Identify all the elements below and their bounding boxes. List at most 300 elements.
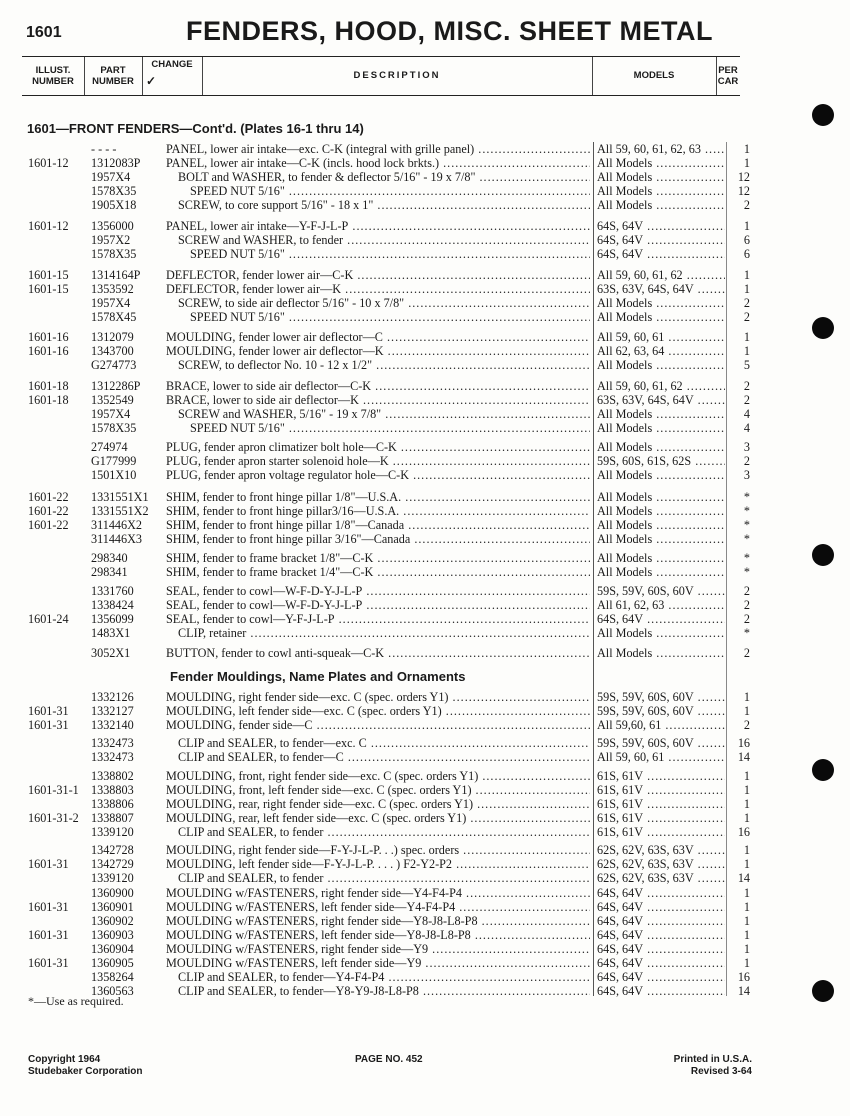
part-number: 1331551X1	[91, 490, 149, 504]
part-description: MOULDING, fender lower air deflector—C .....	[166, 330, 590, 344]
part-number: 1312079	[91, 330, 134, 344]
models-cell: All Models .....	[597, 310, 725, 324]
table-row	[0, 871, 850, 885]
part-description: PLUG, fender apron climatizer bolt hole—C-K .....	[166, 440, 590, 454]
table-row	[0, 310, 850, 324]
table-row	[0, 170, 850, 184]
per-car-qty: 2	[743, 598, 750, 612]
table-row	[0, 490, 850, 504]
part-description: MOULDING, fender lower air deflector—K .....	[166, 344, 590, 358]
table-row	[0, 843, 850, 857]
part-description: SHIM, fender to front hinge pillar 1/8"—Canada .....	[166, 518, 590, 532]
models-cell: 64S, 64V .....	[597, 886, 725, 900]
part-description: MOULDING w/FASTENERS, left fender side—Y4-F4-P4 .....	[166, 900, 590, 914]
part-number: 1957X2	[91, 233, 131, 247]
per-car-qty: 4	[743, 407, 750, 421]
illust-number: 1601-16	[28, 330, 69, 344]
part-description: PANEL, lower air intake—C-K (incls. hood lock brkts.) .....	[166, 156, 590, 170]
table-row	[0, 532, 850, 546]
part-number: 3052X1	[91, 646, 131, 660]
models-cell: 62S, 62V, 63S, 63V .....	[597, 857, 725, 871]
part-number: 1332473	[91, 750, 134, 764]
part-number: 1356000	[91, 219, 134, 233]
per-car-qty: 1	[743, 857, 750, 871]
part-number: 1356099	[91, 612, 134, 626]
models-cell: All Models .....	[597, 626, 725, 640]
table-row	[0, 282, 850, 296]
per-car-qty: 6	[743, 247, 750, 261]
models-cell: 59S, 59V, 60S, 60V .....	[597, 690, 725, 704]
part-number: 1332473	[91, 736, 134, 750]
table-row	[0, 219, 850, 233]
part-description: SPEED NUT 5/16" .....	[190, 421, 590, 435]
illust-number: 1601-31	[28, 900, 69, 914]
part-number: 1338802	[91, 769, 134, 783]
part-description: MOULDING w/FASTENERS, right fender side—Y4-F4-P4 .....	[166, 886, 590, 900]
per-car-qty: 2	[743, 198, 750, 212]
table-row	[0, 584, 850, 598]
table-row	[0, 344, 850, 358]
per-car-qty: 2	[743, 379, 750, 393]
part-description: SPEED NUT 5/16" .....	[190, 310, 590, 324]
part-description: SHIM, fender to front hinge pillar 1/8"—U.S.A. .....	[166, 490, 590, 504]
per-car-qty: 1	[743, 843, 750, 857]
per-car-qty: 4	[743, 421, 750, 435]
copyright: Copyright 1964 Studebaker Corporation	[28, 1054, 143, 1077]
part-description: SPEED NUT 5/16" .....	[190, 184, 590, 198]
table-row	[0, 886, 850, 900]
part-number: 1314164P	[91, 268, 141, 282]
part-number: 311446X3	[91, 532, 143, 546]
table-row	[0, 718, 850, 732]
part-number: 298340	[91, 551, 128, 565]
table-row	[0, 393, 850, 407]
part-number: G177999	[91, 454, 137, 468]
part-number: 1957X4	[91, 296, 131, 310]
part-number: 1312286P	[91, 379, 141, 393]
table-row	[0, 797, 850, 811]
models-cell: All Models .....	[597, 646, 725, 660]
table-row	[0, 857, 850, 871]
part-number: 1360563	[91, 984, 134, 998]
models-cell: 64S, 64V .....	[597, 956, 725, 970]
models-cell: 64S, 64V .....	[597, 612, 725, 626]
illust-number: 1601-31	[28, 857, 69, 871]
per-car-qty: *	[743, 565, 750, 579]
models-cell: All 59, 60, 61 .....	[597, 330, 725, 344]
part-number: 1338806	[91, 797, 134, 811]
per-car-qty: 5	[743, 358, 750, 372]
table-row	[0, 598, 850, 612]
table-row	[0, 690, 850, 704]
table-row	[0, 518, 850, 532]
per-car-qty: *	[743, 490, 750, 504]
table-row	[0, 142, 850, 156]
page-number: PAGE NO. 452	[355, 1054, 423, 1065]
models-cell: All Models .....	[597, 440, 725, 454]
part-description: SEAL, fender to cowl—W-F-D-Y-J-L-P .....	[166, 598, 590, 612]
illust-number: 1601-22	[28, 490, 69, 504]
per-car-qty: 1	[743, 704, 750, 718]
table-row	[0, 421, 850, 435]
part-number: 1360901	[91, 900, 134, 914]
col-part-number: PART NUMBER	[92, 65, 134, 87]
per-car-qty: 2	[743, 646, 750, 660]
part-description: MOULDING, left fender side—exc. C (spec. orders Y1) .....	[166, 704, 590, 718]
part-number: 1342729	[91, 857, 134, 871]
table-row	[0, 626, 850, 640]
page-title: FENDERS, HOOD, MISC. SHEET METAL	[186, 16, 714, 46]
per-car-qty: 3	[743, 468, 750, 482]
part-number: G274773	[91, 358, 137, 372]
models-cell: 59S, 59V, 60S, 60V .....	[597, 584, 725, 598]
table-row	[0, 956, 850, 970]
part-number: 1578X35	[91, 421, 137, 435]
table-row	[0, 407, 850, 421]
illust-number: 1601-31	[28, 704, 69, 718]
models-cell: All Models .....	[597, 198, 725, 212]
per-car-qty: *	[743, 551, 750, 565]
per-car-qty: 16	[737, 825, 750, 839]
models-cell: 64S, 64V .....	[597, 928, 725, 942]
part-description: MOULDING, rear, right fender side—exc. C (spec. orders Y1) .....	[166, 797, 590, 811]
part-description: CLIP and SEALER, to fender—C .....	[178, 750, 590, 764]
table-row	[0, 551, 850, 565]
table-row	[0, 928, 850, 942]
models-cell: 61S, 61V .....	[597, 811, 725, 825]
part-number: 1957X4	[91, 170, 131, 184]
part-number: 1339120	[91, 871, 134, 885]
part-description: MOULDING, fender side—C .....	[166, 718, 590, 732]
per-car-qty: 1	[743, 797, 750, 811]
table-row	[0, 330, 850, 344]
models-cell: All 61, 62, 63 .....	[597, 598, 725, 612]
table-row	[0, 612, 850, 626]
part-description: SPEED NUT 5/16" .....	[190, 247, 590, 261]
illust-number: 1601-18	[28, 393, 69, 407]
per-car-qty: 1	[743, 928, 750, 942]
part-description: MOULDING w/FASTENERS, right fender side—Y9 .....	[166, 942, 590, 956]
models-cell: All Models .....	[597, 532, 725, 546]
part-number: 1353592	[91, 282, 134, 296]
models-cell: 64S, 64V .....	[597, 900, 725, 914]
part-number: 1342728	[91, 843, 134, 857]
part-description: SCREW and WASHER, 5/16" - 19 x 7/8" .....	[178, 407, 590, 421]
part-number: 1905X18	[91, 198, 137, 212]
table-row	[0, 769, 850, 783]
part-description: DEFLECTOR, fender lower air—K .....	[166, 282, 590, 296]
part-description: MOULDING, front, right fender side—exc. C (spec. orders Y1) .....	[166, 769, 590, 783]
per-car-qty: 12	[737, 184, 750, 198]
part-number: 1343700	[91, 344, 134, 358]
per-car-qty: 1	[743, 956, 750, 970]
per-car-qty: 1	[743, 942, 750, 956]
table-row	[0, 440, 850, 454]
part-number: 1332140	[91, 718, 134, 732]
illust-number: 1601-22	[28, 518, 69, 532]
table-row	[0, 900, 850, 914]
table-row	[0, 750, 850, 764]
per-car-qty: 1	[743, 769, 750, 783]
per-car-qty: 1	[743, 219, 750, 233]
models-cell: All Models .....	[597, 565, 725, 579]
per-car-qty: 16	[737, 736, 750, 750]
part-description: SCREW, to side air deflector 5/16" - 10 x 7/8" .....	[178, 296, 590, 310]
per-car-qty: 1	[743, 886, 750, 900]
models-cell: 64S, 64V .....	[597, 942, 725, 956]
part-description: PANEL, lower air intake—exc. C-K (integral with grille panel) .....	[166, 142, 590, 156]
table-row	[0, 358, 850, 372]
col-per-car: PER CAR	[717, 65, 739, 87]
per-car-qty: 16	[737, 970, 750, 984]
part-number: 1352549	[91, 393, 134, 407]
col-change: CHANGE ✓	[142, 57, 202, 95]
models-cell: 62S, 62V, 63S, 63V .....	[597, 871, 725, 885]
illust-number: 1601-18	[28, 379, 69, 393]
illust-number: 1601-15	[28, 282, 69, 296]
table-row	[0, 984, 850, 998]
table-row	[0, 646, 850, 660]
group-number: 1601	[26, 24, 62, 41]
per-car-qty: 1	[743, 900, 750, 914]
part-description: SCREW and WASHER, to fender .....	[178, 233, 590, 247]
part-description: SHIM, fender to front hinge pillar 3/16"—Canada .....	[166, 532, 590, 546]
part-number: 1578X35	[91, 184, 137, 198]
models-cell: All Models .....	[597, 407, 725, 421]
part-description: SEAL, fender to cowl—W-F-D-Y-J-L-P .....	[166, 584, 590, 598]
part-number: 1578X35	[91, 247, 137, 261]
part-description: MOULDING, right fender side—exc. C (spec. orders Y1) .....	[166, 690, 590, 704]
part-description: BRACE, lower to side air deflector—C-K .....	[166, 379, 590, 393]
models-cell: All Models .....	[597, 468, 725, 482]
models-cell: All Models .....	[597, 421, 725, 435]
part-number: 1332127	[91, 704, 134, 718]
models-cell: 64S, 64V .....	[597, 984, 725, 998]
models-cell: 64S, 64V .....	[597, 247, 725, 261]
models-cell: 59S, 60S, 61S, 62S .....	[597, 454, 725, 468]
part-number: 1578X45	[91, 310, 137, 324]
part-number: 298341	[91, 565, 128, 579]
models-cell: 64S, 64V .....	[597, 914, 725, 928]
illust-number: 1601-31	[28, 718, 69, 732]
models-cell: All Models .....	[597, 184, 725, 198]
part-description: CLIP and SEALER, to fender—Y4-F4-P4 .....	[178, 970, 590, 984]
per-car-qty: 14	[737, 750, 750, 764]
part-description: CLIP and SEALER, to fender .....	[178, 871, 590, 885]
illust-number: 1601-16	[28, 344, 69, 358]
part-description: CLIP and SEALER, to fender—exc. C .....	[178, 736, 590, 750]
part-number: 1339120	[91, 825, 134, 839]
models-cell: All 59,60, 61 .....	[597, 718, 725, 732]
models-cell: 64S, 64V .....	[597, 233, 725, 247]
models-cell: 62S, 62V, 63S, 63V .....	[597, 843, 725, 857]
per-car-qty: 1	[743, 783, 750, 797]
part-number: 311446X2	[91, 518, 143, 532]
models-cell: All Models .....	[597, 296, 725, 310]
part-description: PANEL, lower air intake—Y-F-J-L-P .....	[166, 219, 590, 233]
table-row	[0, 156, 850, 170]
illust-number: 1601-31	[28, 956, 69, 970]
models-cell: 61S, 61V .....	[597, 825, 725, 839]
per-car-qty: 14	[737, 984, 750, 998]
per-car-qty: 14	[737, 871, 750, 885]
table-row	[0, 825, 850, 839]
table-row	[0, 565, 850, 579]
part-number: 1358264	[91, 970, 134, 984]
part-description: MOULDING w/FASTENERS, left fender side—Y8-J8-L8-P8 .....	[166, 928, 590, 942]
part-number: 1331551X2	[91, 504, 149, 518]
table-row	[0, 811, 850, 825]
table-row	[0, 296, 850, 310]
table-row	[0, 914, 850, 928]
part-description: SEAL, fender to cowl—Y-F-J-L-P .....	[166, 612, 590, 626]
per-car-qty: 1	[743, 268, 750, 282]
table-row	[0, 198, 850, 212]
table-row	[0, 233, 850, 247]
part-description: MOULDING, right fender side—F-Y-J-L-P. . .) spec. orders .....	[166, 843, 590, 857]
part-number: 1331760	[91, 584, 134, 598]
models-cell: All 59, 60, 61, 62 .....	[597, 379, 725, 393]
models-cell: All Models .....	[597, 518, 725, 532]
part-description: SCREW, to deflector No. 10 - 12 x 1/2" .....	[178, 358, 590, 372]
per-car-qty: 2	[743, 393, 750, 407]
models-cell: All Models .....	[597, 358, 725, 372]
illust-number: 1601-12	[28, 156, 69, 170]
table-row	[0, 379, 850, 393]
part-number: 1338803	[91, 783, 134, 797]
part-number: - - - -	[91, 142, 117, 156]
models-cell: All 59, 60, 61 .....	[597, 750, 725, 764]
change-check-icon: ✓	[146, 74, 157, 88]
per-car-qty: 1	[743, 330, 750, 344]
part-number: 1360900	[91, 886, 134, 900]
illust-number: 1601-22	[28, 504, 69, 518]
col-models: MODELS	[633, 70, 675, 81]
models-cell: All Models .....	[597, 490, 725, 504]
part-number: 1338807	[91, 811, 134, 825]
part-number: 1360903	[91, 928, 134, 942]
part-number: 274974	[91, 440, 128, 454]
part-description: DEFLECTOR, fender lower air—C-K .....	[166, 268, 590, 282]
part-number: 1360905	[91, 956, 134, 970]
part-number: 1360904	[91, 942, 134, 956]
table-row	[0, 504, 850, 518]
part-description: BRACE, lower to side air deflector—K .....	[166, 393, 590, 407]
part-description: MOULDING, left fender side—F-Y-J-L-P. . . . ) F2-Y2-P2 .....	[166, 857, 590, 871]
part-description: PLUG, fender apron voltage regulator hole—C-K .....	[166, 468, 590, 482]
part-number: 1332126	[91, 690, 134, 704]
illust-number: 1601-31	[28, 928, 69, 942]
models-cell: 63S, 63V, 64S, 64V .....	[597, 393, 725, 407]
part-description: MOULDING, rear, left fender side—exc. C (spec. orders Y1) .....	[166, 811, 590, 825]
col-illust-number: ILLUST. NUMBER	[32, 65, 74, 87]
table-row	[0, 970, 850, 984]
models-cell: 59S, 59V, 60S, 60V .....	[597, 736, 725, 750]
part-description: MOULDING w/FASTENERS, left fender side—Y9 .....	[166, 956, 590, 970]
part-description: MOULDING w/FASTENERS, right fender side—Y8-J8-L8-P8 .....	[166, 914, 590, 928]
models-cell: 61S, 61V .....	[597, 769, 725, 783]
per-car-qty: 2	[743, 718, 750, 732]
part-number: 1957X4	[91, 407, 131, 421]
table-row	[0, 942, 850, 956]
per-car-qty: *	[743, 626, 750, 640]
printed-info: Printed in U.S.A. Revised 3-64	[673, 1054, 752, 1077]
part-description: CLIP and SEALER, to fender .....	[178, 825, 590, 839]
per-car-qty: 2	[743, 454, 750, 468]
per-car-qty: *	[743, 518, 750, 532]
models-cell: 63S, 63V, 64S, 64V .....	[597, 282, 725, 296]
per-car-qty: 2	[743, 296, 750, 310]
part-description: PLUG, fender apron starter solenoid hole—K .....	[166, 454, 590, 468]
models-cell: 64S, 64V .....	[597, 970, 725, 984]
sub-heading: Fender Mouldings, Name Plates and Ornaments	[170, 669, 466, 684]
part-description: MOULDING, front, left fender side—exc. C (spec. orders Y1) .....	[166, 783, 590, 797]
part-description: SHIM, fender to front hinge pillar3/16—U.S.A. .....	[166, 504, 590, 518]
models-cell: All 59, 60, 61, 62 .....	[597, 268, 725, 282]
part-number: 1312083P	[91, 156, 141, 170]
part-number: 1360902	[91, 914, 134, 928]
per-car-qty: 1	[743, 914, 750, 928]
models-cell: All Models .....	[597, 504, 725, 518]
illust-number: 1601-31-1	[28, 783, 79, 797]
part-number: 1338424	[91, 598, 134, 612]
per-car-qty: 2	[743, 584, 750, 598]
models-cell: All Models .....	[597, 156, 725, 170]
per-car-qty: 2	[743, 612, 750, 626]
col-description: DESCRIPTION	[353, 70, 441, 81]
part-description: SHIM, fender to frame bracket 1/4"—C-K .....	[166, 565, 590, 579]
per-car-qty: 1	[743, 142, 750, 156]
models-cell: 61S, 61V .....	[597, 783, 725, 797]
part-description: CLIP and SEALER, to fender—Y8-Y9-J8-L8-P8 .....	[178, 984, 590, 998]
models-cell: All 59, 60, 61, 62, 63 .....	[597, 142, 725, 156]
illust-number: 1601-24	[28, 612, 69, 626]
per-car-qty: 1	[743, 344, 750, 358]
models-cell: 64S, 64V .....	[597, 219, 725, 233]
per-car-qty: 1	[743, 282, 750, 296]
per-car-qty: 3	[743, 440, 750, 454]
part-description: BUTTON, fender to cowl anti-squeak—C-K .....	[166, 646, 590, 660]
table-row	[0, 454, 850, 468]
table-row	[0, 468, 850, 482]
per-car-qty: 12	[737, 170, 750, 184]
illust-number: 1601-15	[28, 268, 69, 282]
models-cell: 59S, 59V, 60S, 60V .....	[597, 704, 725, 718]
table-row	[0, 247, 850, 261]
models-cell: All 62, 63, 64 .....	[597, 344, 725, 358]
table-row	[0, 736, 850, 750]
per-car-qty: 2	[743, 310, 750, 324]
table-row	[0, 184, 850, 198]
table-row	[0, 783, 850, 797]
per-car-qty: 1	[743, 690, 750, 704]
part-description: SCREW, to core support 5/16" - 18 x 1" .....	[178, 198, 590, 212]
table-row	[0, 268, 850, 282]
illust-number: 1601-12	[28, 219, 69, 233]
part-description: SHIM, fender to frame bracket 1/8"—C-K .....	[166, 551, 590, 565]
part-description: BOLT and WASHER, to fender & deflector 5/16" - 19 x 7/8" .....	[178, 170, 590, 184]
part-number: 1501X10	[91, 468, 137, 482]
per-car-qty: 1	[743, 811, 750, 825]
section-title: 1601—FRONT FENDERS—Cont'd. (Plates 16-1 thru 14)	[27, 121, 364, 136]
part-number: 1483X1	[91, 626, 131, 640]
per-car-qty: *	[743, 532, 750, 546]
part-description: CLIP, retainer .....	[178, 626, 590, 640]
models-cell: All Models .....	[597, 551, 725, 565]
per-car-qty: 1	[743, 156, 750, 170]
per-car-qty: 6	[743, 233, 750, 247]
models-cell: 61S, 61V .....	[597, 797, 725, 811]
